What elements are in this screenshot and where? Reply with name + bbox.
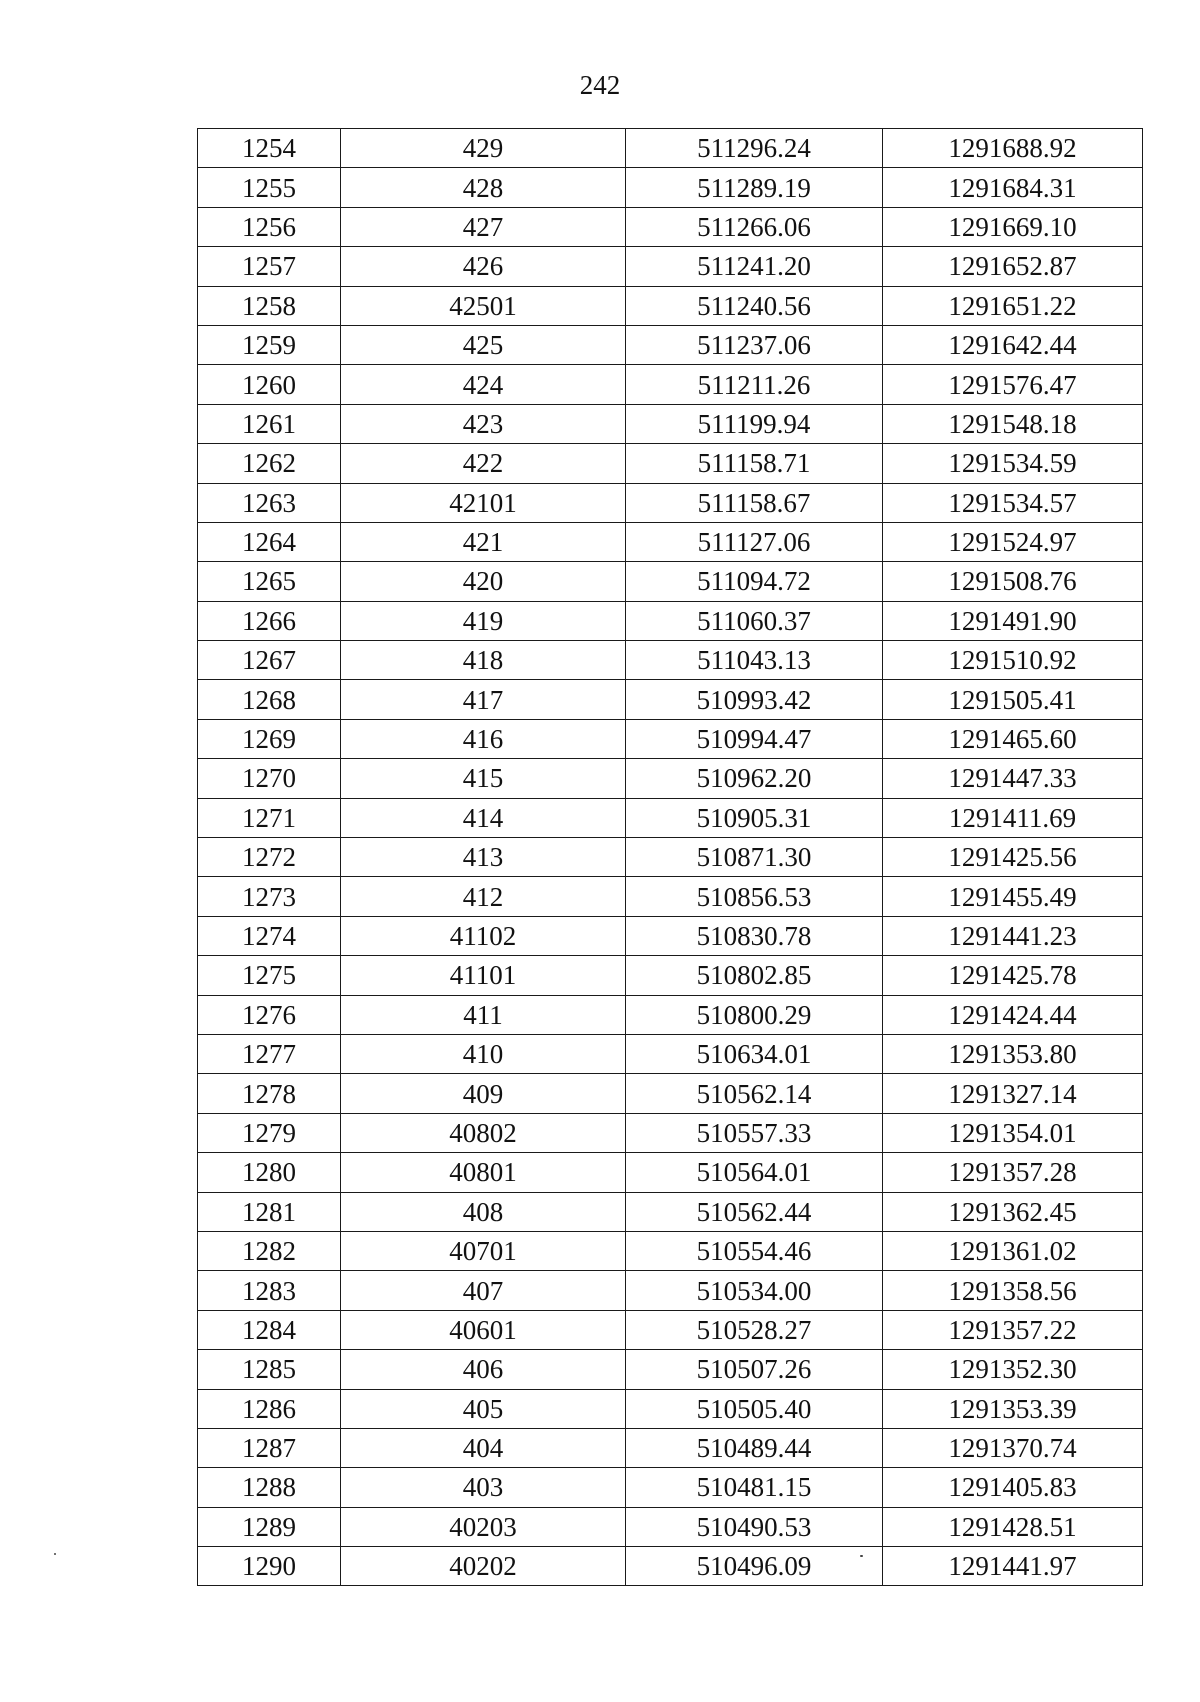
table-row <box>198 1074 1143 1113</box>
x-coordinate-cell: 511241.20 <box>626 247 883 286</box>
table-row <box>198 325 1143 364</box>
y-coordinate-cell: 1291362.45 <box>883 1192 1143 1231</box>
table-row <box>198 995 1143 1034</box>
table-row <box>198 522 1143 561</box>
y-coordinate-cell: 1291447.33 <box>883 759 1143 798</box>
table-row <box>198 1034 1143 1073</box>
table-row <box>198 1231 1143 1270</box>
page-number: 242 <box>579 70 621 100</box>
x-coordinate-cell: 510993.42 <box>626 680 883 719</box>
x-coordinate-cell: 510802.85 <box>626 956 883 995</box>
y-coordinate-cell: 1291405.83 <box>883 1468 1143 1507</box>
point-id-cell: 424 <box>341 365 626 404</box>
row-index-cell: 1286 <box>198 1389 341 1428</box>
y-coordinate-cell: 1291358.56 <box>883 1271 1143 1310</box>
row-index-cell: 1268 <box>198 680 341 719</box>
table-row <box>198 680 1143 719</box>
point-id-cell: 428 <box>341 168 626 207</box>
table-row <box>198 365 1143 404</box>
row-index-cell: 1271 <box>198 798 341 837</box>
y-coordinate-cell: 1291327.14 <box>883 1074 1143 1113</box>
row-index-cell: 1273 <box>198 877 341 916</box>
table-row <box>198 601 1143 640</box>
row-index-cell: 1281 <box>198 1192 341 1231</box>
table-row <box>198 719 1143 758</box>
y-coordinate-cell: 1291534.59 <box>883 444 1143 483</box>
x-coordinate-cell: 510557.33 <box>626 1113 883 1152</box>
x-coordinate-cell: 510871.30 <box>626 838 883 877</box>
y-coordinate-cell: 1291508.76 <box>883 562 1143 601</box>
point-id-cell: 410 <box>341 1034 626 1073</box>
row-index-cell: 1283 <box>198 1271 341 1310</box>
x-coordinate-cell: 511289.19 <box>626 168 883 207</box>
x-coordinate-cell: 510534.00 <box>626 1271 883 1310</box>
y-coordinate-cell: 1291524.97 <box>883 522 1143 561</box>
point-id-cell: 42101 <box>341 483 626 522</box>
y-coordinate-cell: 1291534.57 <box>883 483 1143 522</box>
point-id-cell: 427 <box>341 207 626 246</box>
row-index-cell: 1288 <box>198 1468 341 1507</box>
point-id-cell: 422 <box>341 444 626 483</box>
table-row <box>198 129 1143 168</box>
point-id-cell: 420 <box>341 562 626 601</box>
point-id-cell: 406 <box>341 1350 626 1389</box>
point-id-cell: 418 <box>341 641 626 680</box>
point-id-cell: 42501 <box>341 286 626 325</box>
point-id-cell: 41101 <box>341 956 626 995</box>
table-row <box>198 1468 1143 1507</box>
point-id-cell: 405 <box>341 1389 626 1428</box>
y-coordinate-cell: 1291684.31 <box>883 168 1143 207</box>
x-coordinate-cell: 510554.46 <box>626 1231 883 1270</box>
row-index-cell: 1275 <box>198 956 341 995</box>
y-coordinate-cell: 1291353.39 <box>883 1389 1143 1428</box>
row-index-cell: 1272 <box>198 838 341 877</box>
x-coordinate-cell: 511094.72 <box>626 562 883 601</box>
point-id-cell: 429 <box>341 129 626 168</box>
table-row <box>198 1192 1143 1231</box>
x-coordinate-cell: 510856.53 <box>626 877 883 916</box>
row-index-cell: 1277 <box>198 1034 341 1073</box>
table-row <box>198 1153 1143 1192</box>
x-coordinate-cell: 510505.40 <box>626 1389 883 1428</box>
x-coordinate-cell: 511199.94 <box>626 404 883 443</box>
table-row <box>198 1547 1143 1586</box>
point-id-cell: 40601 <box>341 1310 626 1349</box>
row-index-cell: 1290 <box>198 1547 341 1586</box>
x-coordinate-cell: 510496.09 <box>626 1547 883 1586</box>
coordinates-table <box>197 128 1143 1586</box>
y-coordinate-cell: 1291441.97 <box>883 1547 1143 1586</box>
x-coordinate-cell: 510481.15 <box>626 1468 883 1507</box>
scan-speck <box>860 1555 863 1557</box>
point-id-cell: 415 <box>341 759 626 798</box>
y-coordinate-cell: 1291357.28 <box>883 1153 1143 1192</box>
point-id-cell: 423 <box>341 404 626 443</box>
x-coordinate-cell: 510564.01 <box>626 1153 883 1192</box>
y-coordinate-cell: 1291354.01 <box>883 1113 1143 1152</box>
row-index-cell: 1266 <box>198 601 341 640</box>
row-index-cell: 1284 <box>198 1310 341 1349</box>
table-row <box>198 838 1143 877</box>
point-id-cell: 41102 <box>341 916 626 955</box>
row-index-cell: 1289 <box>198 1507 341 1546</box>
table-row <box>198 1310 1143 1349</box>
y-coordinate-cell: 1291651.22 <box>883 286 1143 325</box>
row-index-cell: 1263 <box>198 483 341 522</box>
point-id-cell: 409 <box>341 1074 626 1113</box>
y-coordinate-cell: 1291465.60 <box>883 719 1143 758</box>
row-index-cell: 1287 <box>198 1428 341 1467</box>
x-coordinate-cell: 511296.24 <box>626 129 883 168</box>
x-coordinate-cell: 511158.71 <box>626 444 883 483</box>
point-id-cell: 421 <box>341 522 626 561</box>
table-row <box>198 1507 1143 1546</box>
row-index-cell: 1267 <box>198 641 341 680</box>
y-coordinate-cell: 1291352.30 <box>883 1350 1143 1389</box>
x-coordinate-cell: 510489.44 <box>626 1428 883 1467</box>
table-row <box>198 207 1143 246</box>
row-index-cell: 1264 <box>198 522 341 561</box>
table-row <box>198 483 1143 522</box>
y-coordinate-cell: 1291455.49 <box>883 877 1143 916</box>
x-coordinate-cell: 510905.31 <box>626 798 883 837</box>
row-index-cell: 1260 <box>198 365 341 404</box>
table-row <box>198 247 1143 286</box>
table-row <box>198 1113 1143 1152</box>
x-coordinate-cell: 510800.29 <box>626 995 883 1034</box>
scan-speck <box>54 1553 56 1555</box>
x-coordinate-cell: 510994.47 <box>626 719 883 758</box>
x-coordinate-cell: 511043.13 <box>626 641 883 680</box>
y-coordinate-cell: 1291411.69 <box>883 798 1143 837</box>
point-id-cell: 425 <box>341 325 626 364</box>
table-row <box>198 759 1143 798</box>
y-coordinate-cell: 1291505.41 <box>883 680 1143 719</box>
table-row <box>198 1389 1143 1428</box>
table-row <box>198 798 1143 837</box>
x-coordinate-cell: 511060.37 <box>626 601 883 640</box>
row-index-cell: 1265 <box>198 562 341 601</box>
y-coordinate-cell: 1291548.18 <box>883 404 1143 443</box>
point-id-cell: 40801 <box>341 1153 626 1192</box>
row-index-cell: 1259 <box>198 325 341 364</box>
coordinates-table-body <box>198 129 1143 1586</box>
x-coordinate-cell: 510562.44 <box>626 1192 883 1231</box>
row-index-cell: 1262 <box>198 444 341 483</box>
y-coordinate-cell: 1291357.22 <box>883 1310 1143 1349</box>
table-row <box>198 956 1143 995</box>
point-id-cell: 413 <box>341 838 626 877</box>
row-index-cell: 1280 <box>198 1153 341 1192</box>
table-row <box>198 1271 1143 1310</box>
point-id-cell: 407 <box>341 1271 626 1310</box>
y-coordinate-cell: 1291441.23 <box>883 916 1143 955</box>
point-id-cell: 40202 <box>341 1547 626 1586</box>
row-index-cell: 1255 <box>198 168 341 207</box>
x-coordinate-cell: 511240.56 <box>626 286 883 325</box>
row-index-cell: 1258 <box>198 286 341 325</box>
point-id-cell: 417 <box>341 680 626 719</box>
table-row <box>198 1428 1143 1467</box>
y-coordinate-cell: 1291491.90 <box>883 601 1143 640</box>
point-id-cell: 416 <box>341 719 626 758</box>
y-coordinate-cell: 1291642.44 <box>883 325 1143 364</box>
point-id-cell: 40203 <box>341 1507 626 1546</box>
row-index-cell: 1285 <box>198 1350 341 1389</box>
point-id-cell: 408 <box>341 1192 626 1231</box>
y-coordinate-cell: 1291576.47 <box>883 365 1143 404</box>
y-coordinate-cell: 1291353.80 <box>883 1034 1143 1073</box>
point-id-cell: 404 <box>341 1428 626 1467</box>
y-coordinate-cell: 1291688.92 <box>883 129 1143 168</box>
table-row <box>198 444 1143 483</box>
row-index-cell: 1279 <box>198 1113 341 1152</box>
y-coordinate-cell: 1291425.78 <box>883 956 1143 995</box>
row-index-cell: 1278 <box>198 1074 341 1113</box>
y-coordinate-cell: 1291370.74 <box>883 1428 1143 1467</box>
table-row <box>198 916 1143 955</box>
point-id-cell: 411 <box>341 995 626 1034</box>
table-row <box>198 1350 1143 1389</box>
y-coordinate-cell: 1291652.87 <box>883 247 1143 286</box>
x-coordinate-cell: 510528.27 <box>626 1310 883 1349</box>
x-coordinate-cell: 511266.06 <box>626 207 883 246</box>
row-index-cell: 1257 <box>198 247 341 286</box>
y-coordinate-cell: 1291669.10 <box>883 207 1143 246</box>
point-id-cell: 426 <box>341 247 626 286</box>
y-coordinate-cell: 1291510.92 <box>883 641 1143 680</box>
table-row <box>198 286 1143 325</box>
x-coordinate-cell: 511211.26 <box>626 365 883 404</box>
x-coordinate-cell: 510634.01 <box>626 1034 883 1073</box>
table-row <box>198 562 1143 601</box>
row-index-cell: 1261 <box>198 404 341 443</box>
table-row <box>198 877 1143 916</box>
x-coordinate-cell: 510830.78 <box>626 916 883 955</box>
y-coordinate-cell: 1291428.51 <box>883 1507 1143 1546</box>
point-id-cell: 412 <box>341 877 626 916</box>
row-index-cell: 1269 <box>198 719 341 758</box>
x-coordinate-cell: 510962.20 <box>626 759 883 798</box>
row-index-cell: 1274 <box>198 916 341 955</box>
row-index-cell: 1270 <box>198 759 341 798</box>
y-coordinate-cell: 1291425.56 <box>883 838 1143 877</box>
row-index-cell: 1254 <box>198 129 341 168</box>
row-index-cell: 1282 <box>198 1231 341 1270</box>
row-index-cell: 1276 <box>198 995 341 1034</box>
x-coordinate-cell: 510490.53 <box>626 1507 883 1546</box>
x-coordinate-cell: 510507.26 <box>626 1350 883 1389</box>
x-coordinate-cell: 511237.06 <box>626 325 883 364</box>
table-row <box>198 404 1143 443</box>
y-coordinate-cell: 1291424.44 <box>883 995 1143 1034</box>
row-index-cell: 1256 <box>198 207 341 246</box>
y-coordinate-cell: 1291361.02 <box>883 1231 1143 1270</box>
point-id-cell: 40802 <box>341 1113 626 1152</box>
x-coordinate-cell: 511127.06 <box>626 522 883 561</box>
point-id-cell: 414 <box>341 798 626 837</box>
table-row <box>198 641 1143 680</box>
point-id-cell: 419 <box>341 601 626 640</box>
x-coordinate-cell: 510562.14 <box>626 1074 883 1113</box>
point-id-cell: 403 <box>341 1468 626 1507</box>
point-id-cell: 40701 <box>341 1231 626 1270</box>
table-row <box>198 168 1143 207</box>
x-coordinate-cell: 511158.67 <box>626 483 883 522</box>
